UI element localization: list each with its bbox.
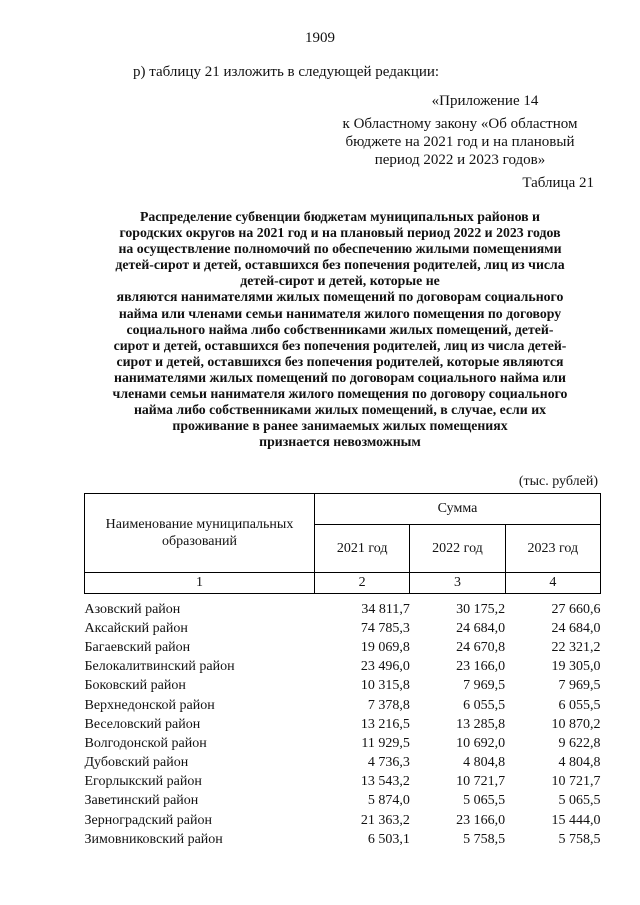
amount-2021: 11 929,5 xyxy=(361,735,410,751)
heading-line: найма либо собственниками жилых помещений, в случае, если их xyxy=(133,402,547,418)
amount-2022: 30 175,2 xyxy=(456,601,506,617)
heading-line: сирот и детей, оставшихся без попечения родителей, которые являются xyxy=(116,353,564,369)
amount-2023: 5 758,5 xyxy=(558,831,601,847)
amount-2021: 34 811,7 xyxy=(361,601,410,617)
amount-2022: 24 684,0 xyxy=(456,620,506,636)
table-label: Таблица 21 xyxy=(522,175,594,191)
appendix-reference xyxy=(330,92,590,169)
table-row xyxy=(85,600,601,619)
header-municipality: Наименование муниципальных образований xyxy=(85,494,315,573)
column-number: 3 xyxy=(410,573,505,594)
municipality-name: Багаевский район xyxy=(84,639,191,655)
municipality-name: Азовский район xyxy=(84,601,181,617)
appendix-line: бюджете на 2021 год и на плановый xyxy=(345,134,575,150)
amount-2021: 74 785,3 xyxy=(360,620,410,636)
heading-line: городских округов на 2021 год и на плановый период 2022 и 2023 годов xyxy=(119,225,561,241)
heading-line: Распределение субвенции бюджетам муниципальных районов и xyxy=(139,209,541,224)
page-number: 1909 xyxy=(305,30,335,46)
table-row xyxy=(85,638,601,657)
amount-2022: 5 065,5 xyxy=(463,793,506,809)
amount-2021: 5 874,0 xyxy=(367,793,410,809)
units-label: (тыс. рублей) xyxy=(518,474,598,489)
appendix-line: период 2022 и 2023 годов» xyxy=(374,152,546,168)
column-number: 4 xyxy=(505,573,600,594)
column-number: 2 xyxy=(315,573,410,594)
amount-2021: 4 736,3 xyxy=(367,755,410,771)
amount-2021: 10 315,8 xyxy=(360,678,410,694)
subvention-table xyxy=(84,493,601,849)
amount-2023: 27 660,6 xyxy=(551,601,601,617)
municipality-name: Белокалитвинский район xyxy=(84,659,235,675)
municipality-name: Верхнедонской район xyxy=(84,697,215,713)
table-row xyxy=(85,715,601,734)
table-row xyxy=(85,619,601,638)
header-sum: Сумма xyxy=(315,494,601,525)
amount-2023: 24 684,0 xyxy=(551,620,601,636)
table-row xyxy=(85,773,601,792)
heading-line: детей-сирот и детей, оставшихся без попечения родителей, лиц из числа xyxy=(115,257,565,273)
municipality-name: Егорлыкский район xyxy=(84,774,202,790)
amount-2023: 4 804,8 xyxy=(558,755,601,771)
heading-line: детей-сирот и детей, которые не xyxy=(240,273,440,289)
table-row xyxy=(85,696,601,715)
amount-2023: 7 969,5 xyxy=(558,678,601,694)
header-year-2023: 2023 год xyxy=(505,525,600,573)
municipality-name: Заветинский район xyxy=(84,793,199,809)
heading-line: проживание в ранее занимаемых жилых помещениях xyxy=(172,418,508,434)
amount-2021: 13 543,2 xyxy=(360,774,410,790)
heading-line: нанимателями жилых помещений по договорам социального найма или xyxy=(114,369,566,385)
amount-2023: 9 622,8 xyxy=(558,735,601,751)
table-row xyxy=(85,830,601,849)
table-row xyxy=(85,734,601,753)
amount-2023: 6 055,5 xyxy=(558,697,601,713)
table-row xyxy=(85,677,601,696)
table-heading xyxy=(90,209,590,450)
amount-2022: 23 166,0 xyxy=(456,659,506,675)
amount-2022: 4 804,8 xyxy=(463,755,506,771)
table-row xyxy=(85,792,601,811)
amendment-intro: р) таблицу 21 изложить в следующей редакции: xyxy=(133,64,440,80)
municipality-name: Дубовский район xyxy=(84,755,189,771)
amount-2022: 10 721,7 xyxy=(456,774,506,790)
table-row xyxy=(85,811,601,830)
amount-2021: 7 378,8 xyxy=(367,697,410,713)
municipality-name: Зерноградский район xyxy=(84,812,212,828)
heading-line: членами семьи нанимателя жилого помещения по договору социального xyxy=(112,386,568,402)
table-row xyxy=(85,754,601,773)
amount-2021: 6 503,1 xyxy=(367,831,410,847)
table-row xyxy=(85,658,601,677)
column-number: 1 xyxy=(85,573,315,594)
heading-line: признается невозможным xyxy=(259,434,421,450)
municipality-name: Боковский район xyxy=(84,678,186,694)
amount-2022: 6 055,5 xyxy=(463,697,506,713)
header-year-2021: 2021 год xyxy=(315,525,410,573)
amount-2022: 23 166,0 xyxy=(456,812,506,828)
appendix-title: «Приложение 14 xyxy=(431,93,539,109)
municipality-name: Аксайский район xyxy=(84,620,188,636)
amount-2022: 13 285,8 xyxy=(456,716,506,732)
municipality-name: Волгодонской район xyxy=(84,735,207,751)
amount-2021: 13 216,5 xyxy=(360,716,410,732)
amount-2021: 23 496,0 xyxy=(360,659,410,675)
amount-2021: 21 363,2 xyxy=(360,812,410,828)
amount-2022: 7 969,5 xyxy=(463,678,506,694)
amount-2023: 5 065,5 xyxy=(558,793,601,809)
amount-2023: 22 321,2 xyxy=(551,639,601,655)
header-year-2022: 2022 год xyxy=(410,525,505,573)
heading-line: сирот и детей, оставшихся без попечения родителей, лиц из числа детей- xyxy=(113,337,567,353)
heading-line: являются нанимателями жилых помещений по договорам социального xyxy=(116,289,564,305)
municipality-name: Зимовниковский район xyxy=(84,831,223,847)
heading-line: найма или членами семьи нанимателя жилого помещения по договору xyxy=(118,305,562,321)
amount-2022: 10 692,0 xyxy=(456,735,506,751)
amount-2022: 24 670,8 xyxy=(456,639,506,655)
municipality-name: Веселовский район xyxy=(84,716,201,732)
amount-2023: 15 444,0 xyxy=(551,812,601,828)
amount-2023: 10 870,2 xyxy=(551,716,601,732)
amount-2023: 10 721,7 xyxy=(551,774,601,790)
amount-2021: 19 069,8 xyxy=(360,639,410,655)
heading-line: на осуществление полномочий по обеспечению жилыми помещениями xyxy=(118,241,562,257)
heading-line: социального найма либо собственниками жилых помещений, детей- xyxy=(126,321,554,337)
amount-2023: 19 305,0 xyxy=(551,659,601,675)
amount-2022: 5 758,5 xyxy=(463,831,506,847)
appendix-line: к Областному закону «Об областном xyxy=(342,116,578,132)
